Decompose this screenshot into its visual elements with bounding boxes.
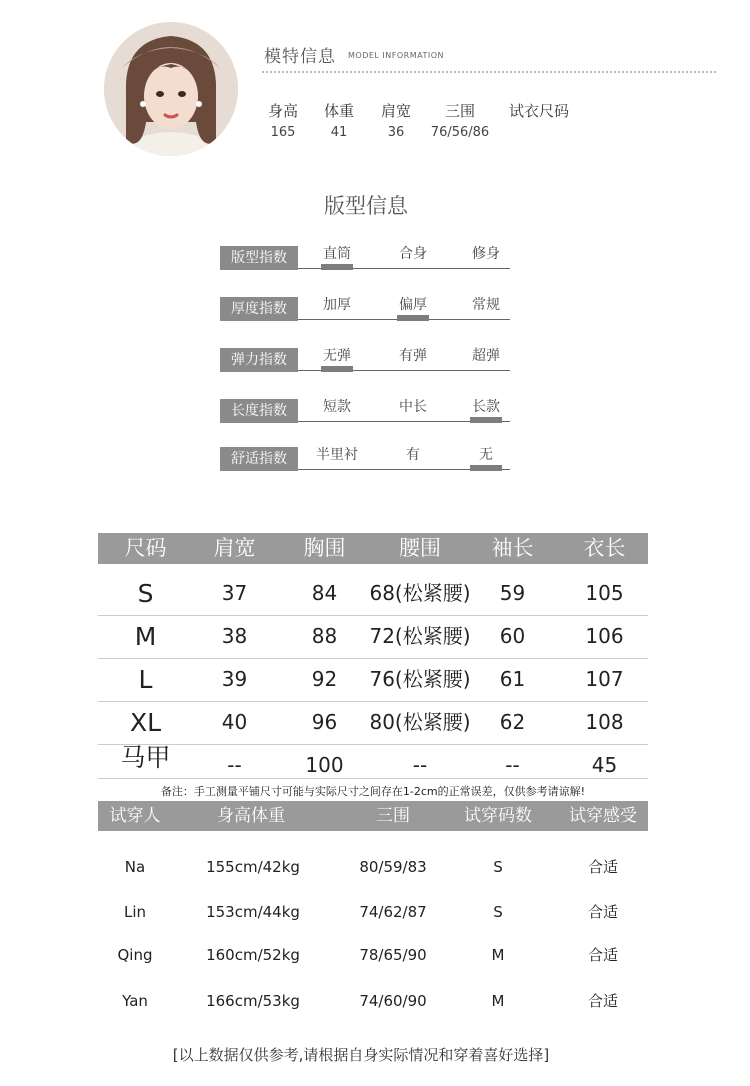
tryon-cell: 合适 bbox=[587, 903, 618, 921]
size-cell: -- bbox=[227, 753, 242, 777]
model-info-title: 模特信息 bbox=[264, 47, 336, 67]
size-cell: 62 bbox=[499, 710, 526, 734]
size-header-cell: 尺码 bbox=[124, 536, 167, 560]
fit-selected-marker bbox=[470, 465, 502, 471]
fit-option: 半里衬 bbox=[316, 447, 358, 463]
tryon-cell: 160cm/52kg bbox=[206, 946, 300, 964]
size-cell: 105 bbox=[585, 581, 624, 605]
tryon-cell: S bbox=[493, 858, 503, 876]
footer-disclaimer: [以上数据仅供参考,请根据自身实际情况和穿着喜好选择] bbox=[172, 1046, 550, 1064]
size-cell: 106 bbox=[585, 624, 624, 648]
tryon-header-cell: 三围 bbox=[376, 806, 410, 826]
tryon-cell: 155cm/42kg bbox=[206, 858, 300, 876]
size-cell: 100 bbox=[305, 753, 344, 777]
fit-option: 有 bbox=[406, 447, 420, 463]
fit-label: 舒适指数 bbox=[220, 447, 298, 471]
size-cell: 84 bbox=[311, 581, 338, 605]
stat-label: 体重 bbox=[323, 102, 354, 120]
fit-option: 有弹 bbox=[399, 348, 427, 364]
size-cell: 39 bbox=[221, 667, 248, 691]
model-avatar bbox=[104, 22, 238, 156]
fit-label: 长度指数 bbox=[220, 399, 298, 423]
fit-option: 修身 bbox=[472, 246, 500, 262]
size-header-cell: 衣长 bbox=[583, 536, 626, 560]
tryon-header-cell: 身高体重 bbox=[217, 806, 285, 826]
size-cell: 61 bbox=[499, 667, 526, 691]
tryon-table-row bbox=[98, 933, 648, 977]
stat-label: 肩宽 bbox=[380, 102, 411, 120]
fit-option: 无弹 bbox=[323, 348, 351, 364]
stat-value: 165 bbox=[270, 125, 296, 140]
tryon-cell: S bbox=[493, 903, 503, 921]
fit-row bbox=[220, 441, 510, 471]
fit-row bbox=[220, 393, 510, 423]
tryon-header-cell: 试穿码数 bbox=[464, 806, 532, 826]
tryon-cell: 合适 bbox=[587, 858, 618, 876]
stat-size bbox=[494, 100, 584, 125]
dotted-divider bbox=[262, 71, 716, 73]
size-header-cell: 胸围 bbox=[303, 536, 346, 560]
size-cell: 76(松紧腰) bbox=[369, 667, 471, 691]
size-cell: 96 bbox=[311, 710, 338, 734]
fit-option: 超弹 bbox=[472, 348, 500, 364]
fit-row bbox=[220, 240, 510, 270]
size-table-header bbox=[98, 533, 648, 564]
fit-label: 弹力指数 bbox=[220, 348, 298, 372]
tryon-cell: 78/65/90 bbox=[359, 946, 427, 964]
stat-label: 试衣尺码 bbox=[508, 102, 569, 120]
fit-option: 短款 bbox=[323, 399, 351, 415]
size-cell: -- bbox=[412, 753, 428, 777]
size-cell: 37 bbox=[221, 581, 248, 605]
size-header-cell: 袖长 bbox=[491, 536, 534, 560]
fit-label: 版型指数 bbox=[220, 246, 298, 270]
tryon-table-row bbox=[98, 890, 648, 934]
size-cell: XL bbox=[129, 708, 162, 737]
size-table-row bbox=[98, 658, 648, 702]
size-header-cell: 腰围 bbox=[399, 536, 441, 560]
fit-option: 合身 bbox=[399, 246, 427, 262]
size-cell: 88 bbox=[311, 624, 338, 648]
tryon-cell: 74/62/87 bbox=[359, 903, 427, 921]
tryon-cell: M bbox=[491, 946, 505, 964]
size-cell: 107 bbox=[585, 667, 624, 691]
fit-option: 无 bbox=[479, 447, 493, 463]
size-cell: 68(松紧腰) bbox=[369, 581, 471, 605]
size-cell: 45 bbox=[591, 753, 618, 777]
fit-selected-marker bbox=[321, 264, 353, 270]
tryon-table-header bbox=[98, 801, 648, 831]
tryon-cell: 74/60/90 bbox=[359, 992, 427, 1010]
fit-info-title: 版型信息 bbox=[324, 194, 408, 218]
tryon-table-row bbox=[98, 979, 648, 1023]
size-cell: 72(松紧腰) bbox=[369, 624, 471, 648]
size-cell: 38 bbox=[221, 624, 248, 648]
size-cell: M bbox=[134, 622, 157, 651]
tryon-cell: M bbox=[491, 992, 505, 1010]
size-cell: L bbox=[138, 665, 153, 694]
size-table-row bbox=[98, 615, 648, 659]
size-table-row bbox=[98, 744, 648, 779]
stat-value: 36 bbox=[387, 125, 405, 140]
tryon-header-cell: 试穿人 bbox=[109, 806, 161, 826]
stat-measurements bbox=[415, 100, 505, 140]
tryon-cell: 153cm/44kg bbox=[206, 903, 300, 921]
fit-option: 常规 bbox=[472, 297, 500, 313]
tryon-table-row bbox=[98, 845, 648, 889]
size-cell: -- bbox=[505, 753, 520, 777]
stat-value: 76/56/86 bbox=[430, 125, 490, 140]
tryon-cell: 合适 bbox=[587, 992, 618, 1010]
measurement-note: 备注：手工测量平铺尺寸可能与实际尺寸之间存在1-2cm的正常误差，仅供参考请谅解! bbox=[160, 785, 586, 798]
tryon-cell: 合适 bbox=[587, 946, 618, 964]
size-cell: 59 bbox=[499, 581, 526, 605]
size-cell: 92 bbox=[311, 667, 338, 691]
fit-row bbox=[220, 342, 510, 372]
tryon-cell: Qing bbox=[117, 946, 153, 964]
stat-value: 41 bbox=[330, 125, 348, 140]
tryon-cell: Yan bbox=[122, 992, 148, 1010]
fit-option: 加厚 bbox=[323, 297, 351, 313]
size-cell: 108 bbox=[585, 710, 624, 734]
model-info-subtitle: MODEL INFORMATION bbox=[348, 51, 444, 60]
size-cell: 马甲 bbox=[120, 743, 171, 772]
size-cell: 80(松紧腰) bbox=[369, 710, 471, 734]
fit-option: 中长 bbox=[399, 399, 427, 415]
fit-selected-marker bbox=[470, 417, 502, 423]
stat-label: 三围 bbox=[444, 102, 475, 120]
stat-label: 身高 bbox=[267, 102, 298, 120]
tryon-header-cell: 试穿感受 bbox=[569, 806, 637, 826]
fit-option: 直筒 bbox=[323, 246, 351, 262]
size-header-cell: 肩宽 bbox=[213, 536, 256, 560]
tryon-cell: 166cm/53kg bbox=[206, 992, 300, 1010]
tryon-cell: Na bbox=[124, 858, 146, 876]
fit-option: 长款 bbox=[472, 399, 500, 415]
fit-row bbox=[220, 291, 510, 321]
size-cell: 60 bbox=[499, 624, 526, 648]
fit-selected-marker bbox=[397, 315, 429, 321]
fit-label: 厚度指数 bbox=[220, 297, 298, 321]
tryon-cell: Lin bbox=[123, 903, 147, 921]
fit-option: 偏厚 bbox=[399, 297, 427, 313]
size-cell: 40 bbox=[221, 710, 248, 734]
fit-selected-marker bbox=[321, 366, 353, 372]
size-cell: S bbox=[137, 579, 154, 608]
tryon-cell: 80/59/83 bbox=[359, 858, 427, 876]
size-table-row bbox=[98, 572, 648, 616]
